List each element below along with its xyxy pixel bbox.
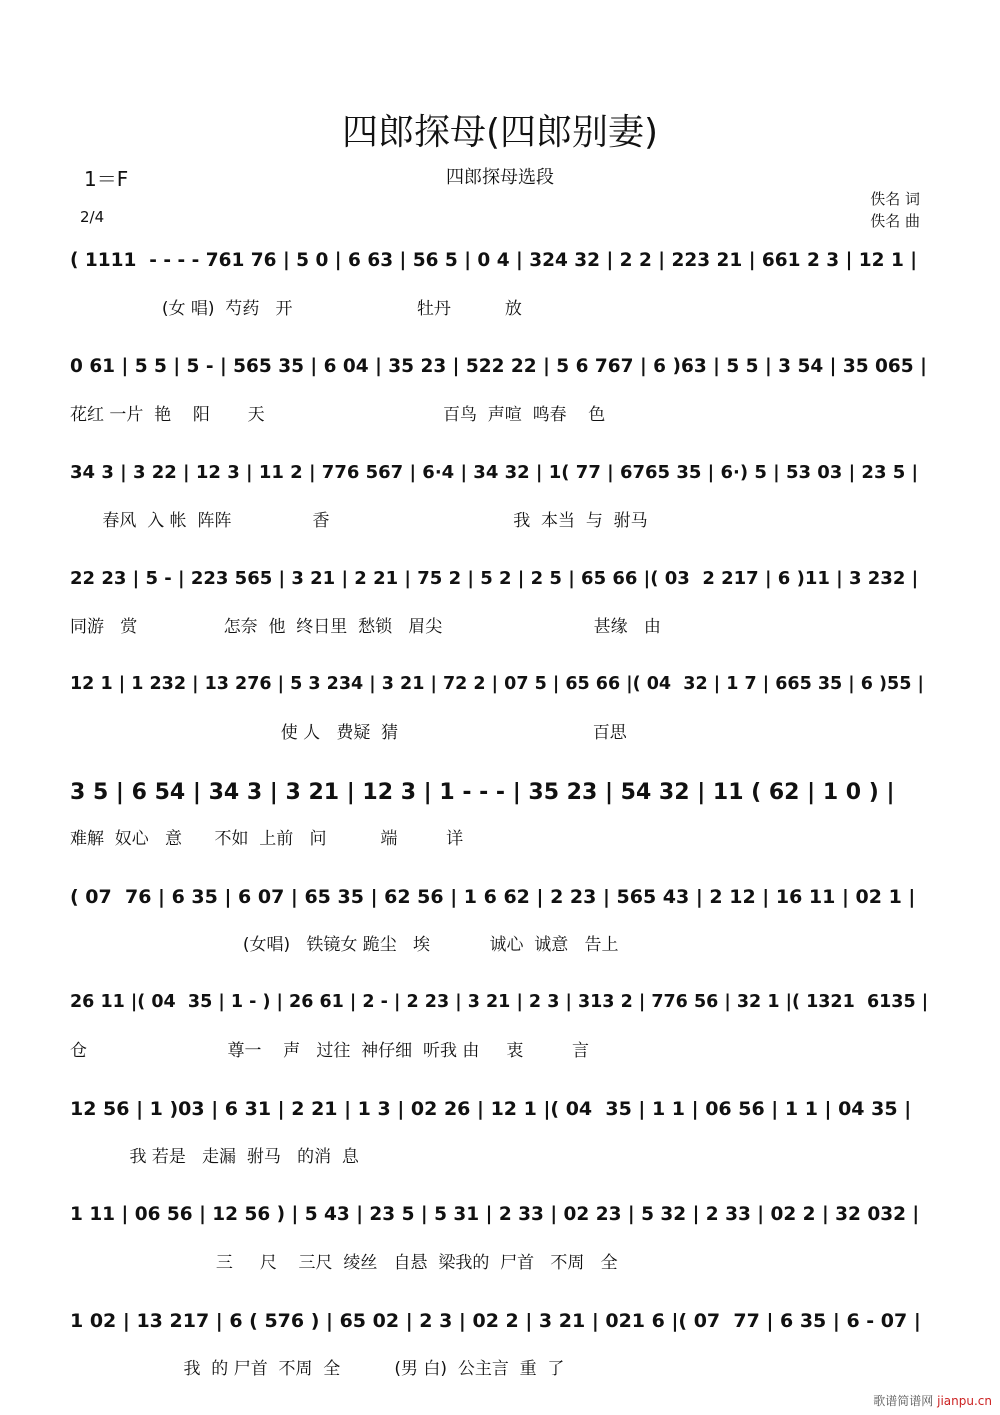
notation-line: 1 02 | 13 217 | 6 ( 576 ) | 65 02 | 2 3 | 02 2 | 3 21 | 021 6 |( 07 77 | 6 35 | 6 - 07 | — [70, 1310, 921, 1332]
song-subtitle: 四郎探母选段 — [446, 167, 554, 188]
notation-line: 12 1 | 1 232 | 13 276 | 5 3 234 | 3 21 | 72 2 | 07 5 | 65 66 |( 04 32 | 1 7 | 665 35 | 6 )55 | — [70, 674, 924, 694]
lyrics-line: 难解 奴心 意 不如 上前 问 端 详 — [70, 829, 464, 849]
lyrics-line: 同游 赏 怎奈 他 终日里 愁锁 眉尖 甚缘 由 — [70, 617, 661, 637]
notation-line: 26 11 |( 04 35 | 1 - ) | 26 61 | 2 - | 2 23 | 3 21 | 2 3 | 313 2 | 776 56 | 32 1 |( 1321 6135 | — [70, 992, 929, 1012]
lyrics-line: 我 若是 走漏 驸马 的消 息 — [70, 1147, 359, 1167]
watermark — [873, 1392, 992, 1409]
lyrics-line: (女 唱) 芍药 开 牡丹 放 — [70, 299, 522, 319]
lyrics-line: 花红 一片 艳 阳 天 百鸟 声喧 鸣春 色 — [70, 405, 606, 425]
notation-line: 22 23 | 5 - | 223 565 | 3 21 | 2 21 | 75 2 | 5 2 | 2 5 | 65 66 |( 03 2 217 | 6 )11 | 3 232 | — [70, 568, 919, 589]
lyrics-line: (女唱) 铁镜女 跪尘 埃 诚心 诚意 告上 — [70, 935, 619, 955]
lyrics-line: 三 尺 三尺 绫丝 自悬 梁我的 尸首 不周 全 — [70, 1253, 618, 1273]
lyrics-line: 仓 尊一 声 过往 神仔细 听我 由 衷 言 — [70, 1041, 589, 1061]
notation-line: 34 3 | 3 22 | 12 3 | 11 2 | 776 567 | 6·4 | 34 32 | 1( 77 | 6765 35 | 6·) 5 | 53 03 | 23 5 | — [70, 462, 919, 483]
lyrics-line: 我 的 尸首 不周 全 (男 白) 公主言 重 了 — [70, 1359, 565, 1379]
watermark-url: jianpu.cn — [937, 1394, 992, 1408]
notation-line: 3 5 | 6 54 | 34 3 | 3 21 | 12 3 | 1 - - - | 35 23 | 54 32 | 11 ( 62 | 1 0 ) | — [70, 780, 895, 805]
notation-line: 12 56 | 1 )03 | 6 31 | 2 21 | 1 3 | 02 26 | 12 1 |( 04 35 | 1 1 | 06 56 | 1 1 | 04 35 | — [70, 1098, 912, 1120]
key-signature: 1＝F — [84, 167, 129, 191]
lyrics-line: 使 人 费疑 猜 百思 — [70, 723, 627, 743]
composer-credit: 佚名 曲 — [870, 212, 920, 230]
song-title: 四郎探母(四郎别妻) — [341, 112, 659, 153]
lyricist-credit: 佚名 词 — [870, 190, 920, 208]
notation-line: ( 07 76 | 6 35 | 6 07 | 65 35 | 62 56 | 1 6 62 | 2 23 | 565 43 | 2 12 | 16 11 | 02 1 | — [70, 886, 916, 908]
lyrics-line: 春风 入 帐 阵阵 香 我 本当 与 驸马 — [70, 511, 648, 531]
notation-line: 0 61 | 5 5 | 5 - | 565 35 | 6 04 | 35 23 | 522 22 | 5 6 767 | 6 )63 | 5 5 | 3 54 | 35 065 | — [70, 356, 927, 377]
notation-line: 1 11 | 06 56 | 12 56 ) | 5 43 | 23 5 | 5 31 | 2 33 | 02 23 | 5 32 | 2 33 | 02 2 | 32 032 | — [70, 1204, 920, 1225]
notation-line: ( 1111 - - - - 761 76 | 5 0 | 6 63 | 56 5 | 0 4 | 324 32 | 2 2 | 223 21 | 661 2 3 | 12 1 | — [70, 250, 918, 271]
time-signature: 2/4 — [80, 208, 105, 226]
watermark-site-name: 歌谱简谱网 — [873, 1394, 934, 1408]
